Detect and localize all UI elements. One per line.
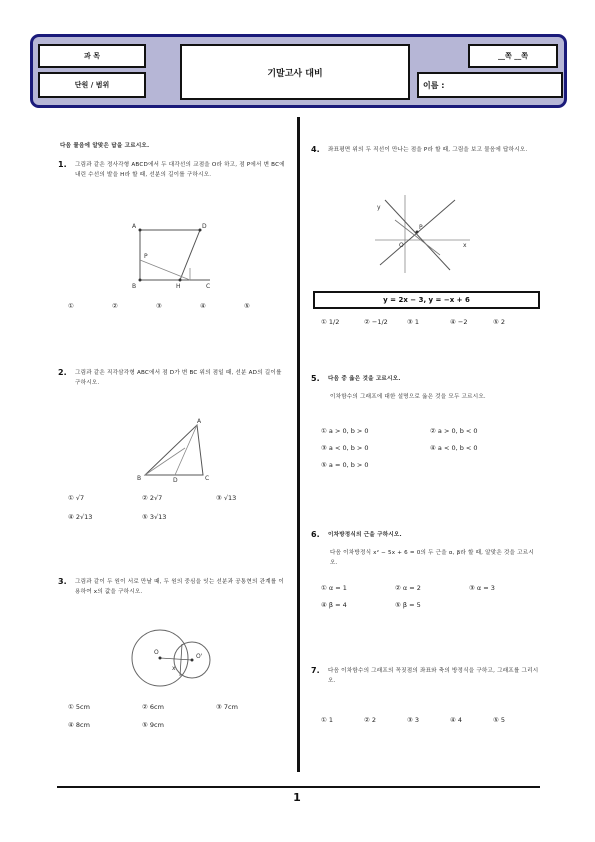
column-divider xyxy=(297,117,300,772)
question-number: 4. xyxy=(311,145,320,154)
choice[interactable]: ⑤ xyxy=(244,302,250,310)
choice[interactable]: ④ −2 xyxy=(450,318,468,326)
svg-text:B: B xyxy=(137,475,142,482)
svg-text:A: A xyxy=(197,418,202,425)
title-box xyxy=(180,44,410,100)
question-subtext: 다음 이차방정식 x² − 5x + 6 = 0의 두 근을 α, β라 할 때, 알맞은 것을 고르시오. xyxy=(330,550,534,566)
choice[interactable]: ① √7 xyxy=(68,494,85,502)
choice[interactable]: ⑤ 9cm xyxy=(142,721,164,729)
question-text: 다음 이차함수의 그래프의 꼭짓점의 좌표와 축의 방정식을 구하고, 그래프를 그리시오. xyxy=(328,668,539,684)
name-label: 이름 : xyxy=(423,80,445,90)
choice[interactable]: ③ xyxy=(156,302,162,310)
question-number: 3. xyxy=(58,577,67,586)
question-text: 그림과 같은 정사각형 ABCD에서 두 대각선의 교점을 O라 하고, 점 P에서 변 BC에 내린 수선의 발을 H라 할 때, 선분의 길이를 구하시오. xyxy=(75,162,285,178)
choice[interactable]: ④ 2√13 xyxy=(68,513,93,521)
svg-text:C: C xyxy=(205,475,210,482)
svg-text:y: y xyxy=(377,204,381,211)
two-circles-figure xyxy=(120,630,230,690)
svg-text:O: O xyxy=(399,242,404,249)
choice[interactable]: ⑤ 5 xyxy=(493,716,506,724)
choice[interactable]: ② a > 0, b < 0 xyxy=(430,427,478,435)
choice[interactable]: ② −1/2 xyxy=(364,318,388,326)
svg-text:B: B xyxy=(132,283,137,290)
choice[interactable]: ④ a < 0, b < 0 xyxy=(430,444,478,452)
choice[interactable]: ② xyxy=(112,302,118,310)
question-text: 다음 중 옳은 것을 고르시오. xyxy=(328,376,401,382)
question-number: 2. xyxy=(58,368,67,377)
question-subtext: 이차함수의 그래프에 대한 설명으로 옳은 것을 모두 고르시오. xyxy=(330,394,486,400)
choice[interactable]: ① a > 0, b > 0 xyxy=(321,427,369,435)
name-box[interactable] xyxy=(417,72,563,98)
formula-box: y = 2x − 3, y = −x + 6 xyxy=(313,291,540,309)
question-text: 이차방정식의 근을 구하시오. xyxy=(328,532,402,538)
unit-label: 단원 / 범위 xyxy=(74,81,110,89)
choice[interactable]: ④ β = 4 xyxy=(321,601,347,609)
choice[interactable]: ⑤ 2 xyxy=(493,318,506,326)
page-range-box xyxy=(468,44,558,68)
choice[interactable]: ③ 7cm xyxy=(216,703,238,711)
svg-text:x: x xyxy=(463,242,467,249)
svg-text:O: O xyxy=(154,649,159,656)
choice[interactable]: ② 2 xyxy=(364,716,377,724)
section-heading: 다음 물음에 알맞은 답을 고르시오. xyxy=(60,143,150,149)
choice[interactable]: ⑤ 3√13 xyxy=(142,513,167,521)
choice[interactable]: ② α = 2 xyxy=(395,584,421,592)
choice[interactable]: ② 2√7 xyxy=(142,494,163,502)
svg-text:H: H xyxy=(176,283,181,290)
question-text: 좌표평면 위의 두 직선이 만나는 점을 P라 할 때, 그림을 보고 물음에 답하시오. xyxy=(328,147,528,153)
choice[interactable]: ④ xyxy=(200,302,206,310)
choice[interactable]: ④ 8cm xyxy=(68,721,90,729)
choice[interactable]: ① α = 1 xyxy=(321,584,347,592)
unit-box xyxy=(38,72,146,98)
coordinate-figure xyxy=(375,195,475,275)
question-text: 그림과 같은 직각삼각형 ABC에서 점 D가 변 BC 위의 점일 때, 선분 AD의 길이를 구하시오. xyxy=(75,370,282,386)
triangle-figure xyxy=(135,418,215,484)
choice[interactable]: ④ 4 xyxy=(450,716,463,724)
page-number: 1 xyxy=(293,791,301,804)
svg-text:C: C xyxy=(206,283,211,290)
question-number: 6. xyxy=(311,530,320,539)
choice[interactable]: ③ 3 xyxy=(407,716,420,724)
choice[interactable]: ① xyxy=(68,302,74,310)
question-number: 5. xyxy=(311,374,320,383)
question-text: 그림과 같이 두 원이 서로 만날 때, 두 원의 중심을 잇는 선분과 공통현의 관계를 이용하여 x의 값을 구하시오. xyxy=(75,579,284,595)
subject-label: 과 목 xyxy=(84,52,100,60)
choice[interactable]: ① 1 xyxy=(321,716,334,724)
choice[interactable]: ③ α = 3 xyxy=(469,584,495,592)
choice[interactable]: ③ a < 0, b > 0 xyxy=(321,444,369,452)
svg-text:D: D xyxy=(173,477,178,484)
choice[interactable]: ③ √13 xyxy=(216,494,237,502)
question-number: 1. xyxy=(58,160,67,169)
svg-text:O': O' xyxy=(196,653,203,660)
choice[interactable]: ① 5cm xyxy=(68,703,90,711)
svg-text:A: A xyxy=(132,223,137,230)
svg-text:P: P xyxy=(144,253,148,260)
page-title: 기말고사 대비 xyxy=(267,68,323,79)
choice[interactable]: ① 1/2 xyxy=(321,318,340,326)
svg-text:x: x xyxy=(172,665,176,672)
page-range: __쪽 __쪽 xyxy=(498,52,528,60)
square-figure xyxy=(130,220,220,290)
choice[interactable]: ⑤ β = 5 xyxy=(395,601,421,609)
choice[interactable]: ② 6cm xyxy=(142,703,164,711)
svg-text:D: D xyxy=(202,223,207,230)
svg-text:P: P xyxy=(419,224,423,231)
question-number: 7. xyxy=(311,666,320,675)
footer-rule xyxy=(57,786,540,788)
choice[interactable]: ③ 1 xyxy=(407,318,420,326)
choice[interactable]: ⑤ a = 0, b > 0 xyxy=(321,461,369,469)
subject-box xyxy=(38,44,146,68)
